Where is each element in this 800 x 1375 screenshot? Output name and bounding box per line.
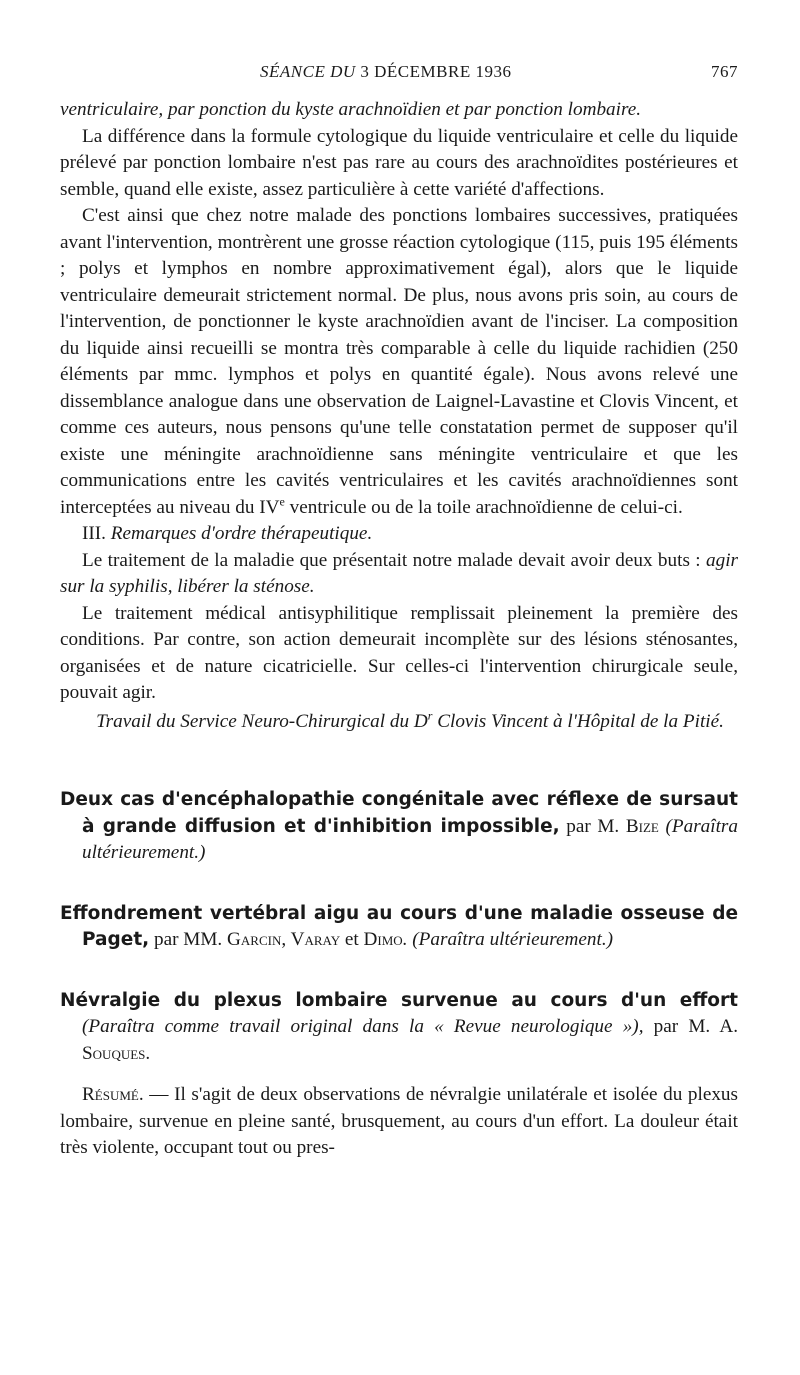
paragraph-1-text: ventriculaire, par ponction du kyste arachnoïdien et par ponction lombaire. bbox=[60, 99, 642, 120]
communication-2-authors: Garcin, Varay bbox=[227, 929, 341, 950]
section-heading-iii bbox=[60, 521, 738, 548]
page-number: 767 bbox=[711, 62, 738, 81]
section-title: Remarques d'ordre thérapeutique. bbox=[110, 523, 373, 544]
goal-separator: , bbox=[167, 576, 178, 597]
resume-paragraph bbox=[60, 1082, 738, 1162]
communication-3 bbox=[60, 988, 738, 1068]
goal-2: libérer la sténose. bbox=[177, 576, 315, 597]
resume-label: Résumé. bbox=[82, 1084, 144, 1105]
communication-2-authors-2: Dimo bbox=[363, 929, 403, 950]
communication-2-and: et bbox=[340, 929, 364, 950]
resume-text: — Il s'agit de deux observations de névralgie unilatérale et isolée du plexus lombaire, survenue en pleine santé, brusquement, au cours d'un effort. La douleur était très violente, occupant tout ou pres- bbox=[60, 1084, 738, 1158]
communication-2 bbox=[60, 901, 738, 954]
communication-3-author: Souques bbox=[82, 1042, 146, 1064]
page-body bbox=[60, 97, 738, 1162]
communication-3-note: (Paraîtra comme travail original dans la « Revue neurologique »), bbox=[82, 1016, 644, 1037]
paragraph-3-text: C'est ainsi que chez notre malade des ponctions lombaires successives, pratiquées avant l'intervention, montrèrent une grosse réaction cytologique (115, puis 195 éléments ; polys et lymphos en nombre approximativement égal), alors que le liquide ventriculaire demeurait strictement normal. De plus, nous avons pris soin, au cours de l'intervention, de ponctionner le kyste arachnoïdien avant de l'inciser. La composition du liquide ainsi recueilli se montra très comparable à celle du liquide rachidien (250 éléments par mmc. lymphos et polys en quantité égale). Nous avons relevé une dissemblance analogue dans une observation de Laignel-Lavastine et Clovis Vincent, et comme ces auteurs, nous pensons qu'une telle constatation permet de supposer qu'il existe une méningite arachnoïdienne sans méningite ventriculaire et que les communications entre les cavités ventriculaires et les cavités arachnoïdiennes sont interceptées au niveau du IV bbox=[60, 205, 738, 518]
credit-text-end: Clovis Vincent à l'Hôpital de la Pitié. bbox=[432, 710, 724, 732]
communication-3-title: Névralgie du plexus lombaire survenue au cours d'un effort bbox=[60, 989, 738, 1011]
paragraph-3-end: ventricule ou de la toile arachnoïdienne de celui-ci. bbox=[284, 496, 683, 518]
paragraph-5-text: Le traitement de la maladie que présentait notre malade devait avoir deux buts : bbox=[82, 549, 706, 571]
paragraph-1 bbox=[60, 97, 738, 124]
credit-line bbox=[60, 709, 738, 736]
communication-1 bbox=[60, 787, 738, 867]
credit-superscript: r bbox=[427, 708, 433, 723]
communication-3-end: . bbox=[145, 1042, 151, 1064]
communication-2-by: par MM. bbox=[149, 929, 228, 950]
superscript-e: e bbox=[279, 494, 285, 509]
communication-1-note: (Paraîtra ultérieurement.) bbox=[82, 815, 738, 863]
communication-1-author: Bize bbox=[625, 815, 659, 837]
header-year: 3 DÉCEMBRE 1936 bbox=[360, 62, 512, 81]
section-number: III. bbox=[82, 523, 111, 544]
communication-2-note: . (Paraîtra ultérieurement.) bbox=[402, 929, 614, 950]
paragraph-3 bbox=[60, 203, 738, 521]
communication-1-by: par M. bbox=[559, 815, 626, 837]
communication-2-title: Effondrement vertébral aigu au cours d'une maladie osseuse de Paget, bbox=[60, 902, 738, 950]
communication-1-title: Deux cas d'encéphalopathie congénitale avec réflexe de sursaut à grande diffusion et d'inhibition impossible, bbox=[60, 789, 738, 837]
paragraph-5 bbox=[60, 548, 738, 601]
header-title bbox=[260, 62, 511, 82]
header-title-text: SÉANCE DU bbox=[260, 62, 356, 81]
credit-text: Travail du Service Neuro-Chirurgical du D bbox=[96, 710, 428, 732]
goal-1: agir sur la syphilis bbox=[60, 549, 738, 597]
paragraph-2: La différence dans la formule cytologique du liquide ventriculaire et celle du liquide prélevé par ponction lombaire n'est pas rare au cours des arachnoïdites postérieures et semble, quand elle existe, assez particulière à cette variété d'affections. bbox=[60, 125, 738, 200]
communication-3-by: par M. A. bbox=[643, 1016, 739, 1037]
paragraph-6: Le traitement médical antisyphilitique remplissait pleinement la première des conditions. Par contre, son action demeurait incomplète sur des lésions sténosantes, organisées et de nature cicatricielle. Sur celles-ci l'intervention chirurgicale seule, pouvait agir. bbox=[60, 602, 738, 703]
